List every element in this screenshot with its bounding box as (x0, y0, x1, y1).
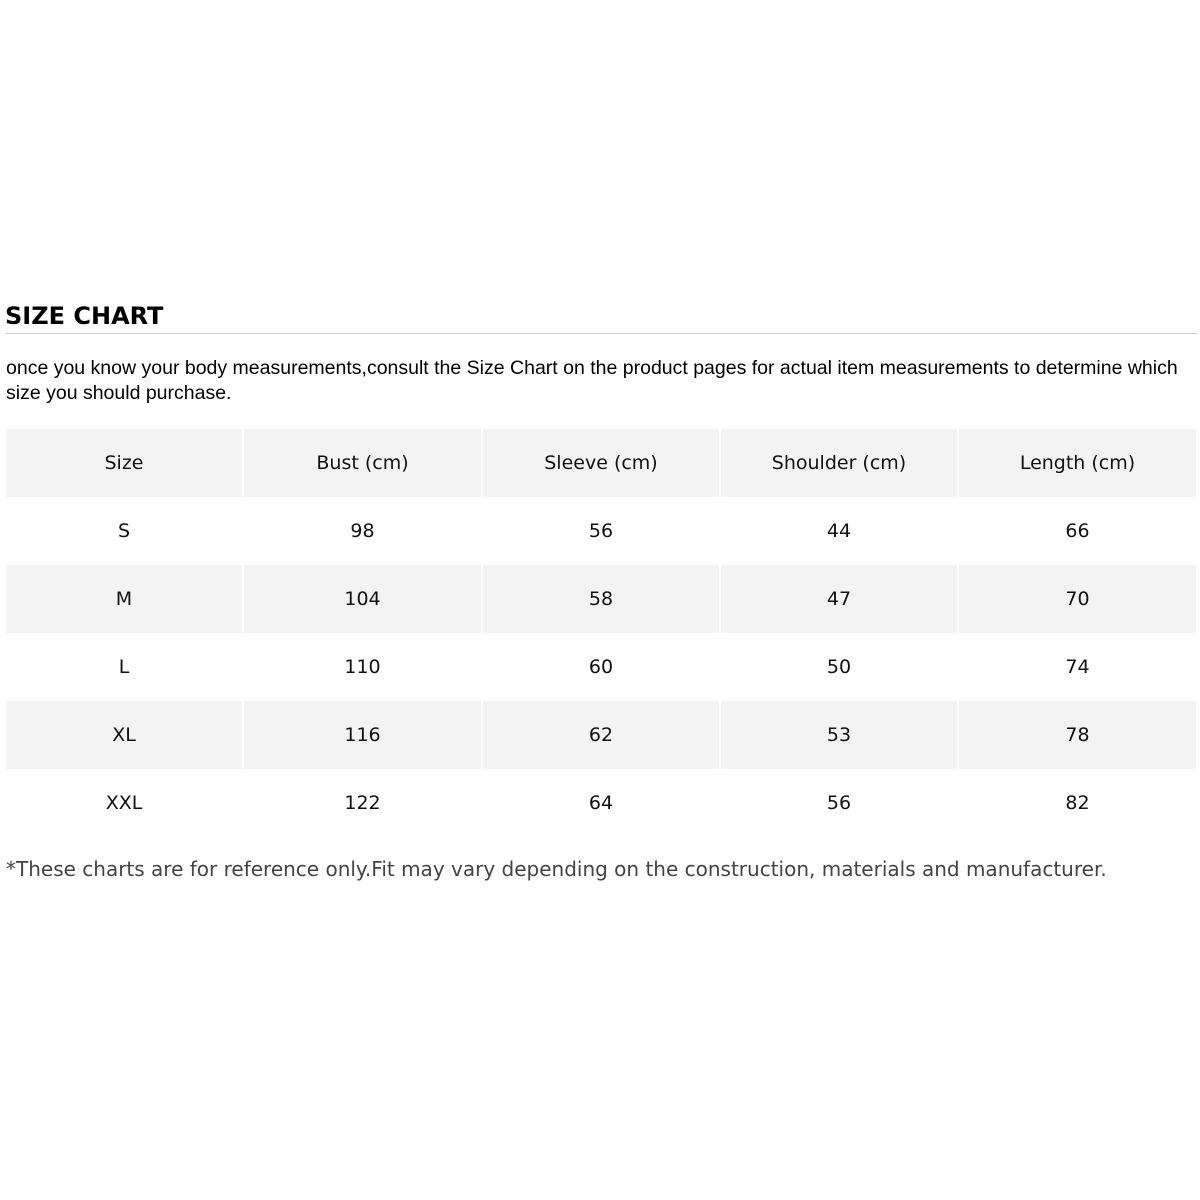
cell-shoulder: 53 (721, 701, 959, 769)
cell-sleeve: 60 (483, 633, 721, 701)
cell-sleeve: 56 (483, 497, 721, 565)
header-shoulder: Shoulder (cm) (721, 429, 959, 497)
cell-bust: 116 (244, 701, 483, 769)
cell-shoulder: 56 (721, 769, 959, 837)
header-length: Length (cm) (959, 429, 1196, 497)
cell-bust: 122 (244, 769, 483, 837)
cell-size: M (6, 565, 244, 633)
cell-length: 70 (959, 565, 1196, 633)
cell-size: L (6, 633, 244, 701)
cell-bust: 110 (244, 633, 483, 701)
cell-size: XL (6, 701, 244, 769)
header-size: Size (6, 429, 244, 497)
cell-shoulder: 50 (721, 633, 959, 701)
cell-sleeve: 62 (483, 701, 721, 769)
cell-size: S (6, 497, 244, 565)
table-row (6, 633, 1196, 701)
cell-length: 66 (1065, 520, 1090, 542)
cell-length: 82 (1065, 792, 1090, 814)
cell-bust: 98 (244, 497, 483, 565)
cell-length: 78 (959, 701, 1196, 769)
cell-shoulder: 47 (721, 565, 959, 633)
intro-text: once you know your body measurements,consult the Size Chart on the product pages for actual item measurements to determine which size you should purchase. (6, 357, 1178, 404)
cell-length: 74 (1065, 656, 1090, 678)
header-bust: Bust (cm) (244, 429, 483, 497)
page-title: SIZE CHART (5, 302, 164, 330)
title-divider (5, 333, 1198, 334)
table-row (6, 701, 1196, 769)
table-header-row (6, 429, 1196, 497)
cell-size: XXL (6, 769, 244, 837)
cell-shoulder: 44 (721, 497, 959, 565)
table-row (6, 497, 1196, 565)
header-sleeve: Sleeve (cm) (483, 429, 721, 497)
table-row (6, 565, 1196, 633)
footnote: *These charts are for reference only.Fit may vary depending on the construction, materials and manufacturer. (6, 857, 1107, 881)
cell-bust: 104 (244, 565, 483, 633)
cell-sleeve: 58 (483, 565, 721, 633)
cell-sleeve: 64 (483, 769, 721, 837)
size-table (6, 429, 1196, 837)
table-row (6, 769, 1196, 837)
